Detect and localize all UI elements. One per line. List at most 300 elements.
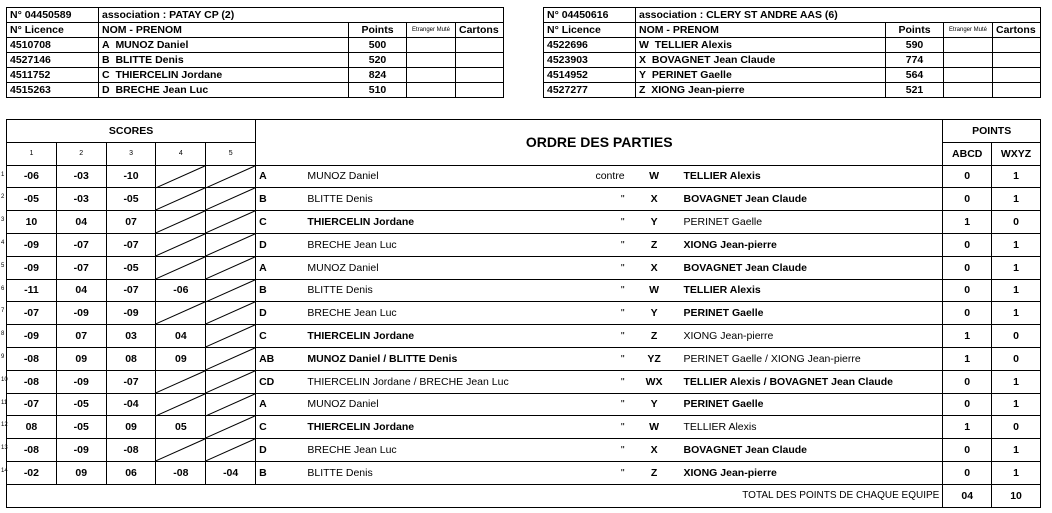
set-score xyxy=(1,370,57,393)
points-wxyz: 0 xyxy=(992,347,1041,370)
licence-header: N° Licence xyxy=(544,23,636,38)
match-row xyxy=(7,370,1041,393)
match-order-table xyxy=(1,119,1041,508)
player-points: 520 xyxy=(349,53,407,68)
points-abcd: 0 xyxy=(943,256,992,279)
set-score: -07 xyxy=(56,233,106,256)
player-letter: X xyxy=(639,54,647,66)
set-number: 1 xyxy=(7,142,57,165)
player-a-name: MUNOZ Daniel xyxy=(304,165,540,188)
points-wxyz: 1 xyxy=(992,439,1041,462)
player-a-name: BRECHE Jean Luc xyxy=(304,439,540,462)
player-a-letter: B xyxy=(256,188,305,211)
points-wxyz: 1 xyxy=(992,256,1041,279)
set-score: 07 xyxy=(106,211,156,234)
player-licence: 4515263 xyxy=(7,83,99,98)
player-licence: 4527146 xyxy=(7,53,99,68)
player-a-letter: D xyxy=(256,233,305,256)
match-number: 14 xyxy=(1,467,8,474)
points-wxyz: 1 xyxy=(992,233,1041,256)
total-label: TOTAL DES POINTS DE CHAQUE EQUIPE xyxy=(7,484,943,507)
points-abcd: 0 xyxy=(943,233,992,256)
empty-set-cell xyxy=(206,347,256,370)
versus-separator: " xyxy=(540,347,627,370)
points-wxyz: 1 xyxy=(992,461,1041,484)
player-name: XIONG Jean-pierre xyxy=(651,84,745,96)
empty-set-cell xyxy=(206,416,256,439)
player-row xyxy=(7,83,504,98)
cartons-cell xyxy=(456,38,504,53)
player-letter: Y xyxy=(639,69,647,81)
set-score: -05 xyxy=(106,256,156,279)
player-name: BOVAGNET Jean Claude xyxy=(651,54,776,66)
versus-separator: " xyxy=(540,188,627,211)
player-b-name: BOVAGNET Jean Claude xyxy=(681,439,943,462)
etranger-header: Etranger Muté xyxy=(407,23,456,38)
player-a-name: THIERCELIN Jordane / BRECHE Jean Luc xyxy=(304,370,540,393)
empty-set-cell xyxy=(156,256,206,279)
set-score-value: -07 xyxy=(23,398,39,411)
total-abcd: 04 xyxy=(943,484,992,507)
set-score xyxy=(1,439,57,462)
set-score: 04 xyxy=(56,211,106,234)
player-licence: 4510708 xyxy=(7,38,99,53)
points-wxyz: 1 xyxy=(992,188,1041,211)
player-b-letter: Y xyxy=(628,393,681,416)
set-score: -07 xyxy=(106,233,156,256)
set-score xyxy=(1,325,57,348)
set-score-value: -07 xyxy=(23,307,39,320)
set-score xyxy=(1,279,57,302)
match-number: 11 xyxy=(1,399,8,406)
points-wxyz: 0 xyxy=(992,416,1041,439)
player-letter: D xyxy=(102,84,110,96)
name-header: NOM - PRENOM xyxy=(99,23,349,38)
player-b-letter: W xyxy=(628,165,681,188)
points-wxyz: 0 xyxy=(992,325,1041,348)
match-number: 6 xyxy=(1,285,5,292)
etranger-cell xyxy=(944,83,993,98)
player-points: 564 xyxy=(886,68,944,83)
empty-set-cell xyxy=(156,302,206,325)
player-row xyxy=(544,83,1041,98)
match-row xyxy=(7,302,1041,325)
empty-set-cell xyxy=(206,393,256,416)
set-score xyxy=(1,256,57,279)
player-row xyxy=(544,38,1041,53)
points-abcd: 0 xyxy=(943,165,992,188)
set-number: 4 xyxy=(156,142,206,165)
wxyz-header: WXYZ xyxy=(992,142,1041,165)
player-b-name: TELLIER Alexis xyxy=(681,279,943,302)
set-score: -04 xyxy=(106,393,156,416)
match-row xyxy=(7,233,1041,256)
player-points: 500 xyxy=(349,38,407,53)
player-b-name: PERINET Gaelle xyxy=(681,211,943,234)
player-a-letter: A xyxy=(256,256,305,279)
match-row xyxy=(7,393,1041,416)
match-row xyxy=(7,461,1041,484)
set-score-value: -02 xyxy=(23,466,39,479)
set-score-value: -09 xyxy=(23,330,39,343)
player-b-name: BOVAGNET Jean Claude xyxy=(681,256,943,279)
player-name: BRECHE Jean Luc xyxy=(115,84,209,96)
points-abcd: 0 xyxy=(943,279,992,302)
player-a-name: BLITTE Denis xyxy=(304,461,540,484)
match-row xyxy=(7,256,1041,279)
set-score: -05 xyxy=(56,416,106,439)
player-name: TELLIER Alexis xyxy=(654,39,732,51)
set-score xyxy=(1,393,57,416)
empty-set-cell xyxy=(156,393,206,416)
player-licence: 4523903 xyxy=(544,53,636,68)
set-score xyxy=(1,211,57,234)
player-b-letter: Z xyxy=(628,325,681,348)
empty-set-cell xyxy=(156,188,206,211)
set-score: -05 xyxy=(106,188,156,211)
empty-set-cell xyxy=(206,370,256,393)
match-number: 2 xyxy=(1,194,5,201)
player-b-name: TELLIER Alexis xyxy=(681,165,943,188)
player-b-letter: YZ xyxy=(628,347,681,370)
set-score: -09 xyxy=(56,439,106,462)
player-row xyxy=(7,68,504,83)
player-name: THIERCELIN Jordane xyxy=(115,69,223,81)
player-b-name: PERINET Gaelle xyxy=(681,393,943,416)
match-row xyxy=(7,439,1041,462)
set-score: 09 xyxy=(56,461,106,484)
player-name: BLITTE Denis xyxy=(115,54,184,66)
points-abcd: 1 xyxy=(943,416,992,439)
points-header: Points xyxy=(886,23,944,38)
points-abcd: 0 xyxy=(943,439,992,462)
match-row xyxy=(7,325,1041,348)
set-score: 08 xyxy=(106,347,156,370)
match-number: 13 xyxy=(1,445,8,452)
player-points: 824 xyxy=(349,68,407,83)
player-a-letter: C xyxy=(256,325,305,348)
team-a-number: N° 04450589 xyxy=(7,8,99,23)
player-b-letter: X xyxy=(628,439,681,462)
total-wxyz: 10 xyxy=(992,484,1041,507)
points-wxyz: 1 xyxy=(992,302,1041,325)
empty-set-cell xyxy=(156,439,206,462)
set-score xyxy=(1,347,57,370)
player-name: MUNOZ Daniel xyxy=(115,39,189,51)
match-order-title: ORDRE DES PARTIES xyxy=(256,120,943,166)
set-score: -09 xyxy=(56,370,106,393)
cartons-cell xyxy=(456,68,504,83)
empty-set-cell xyxy=(206,211,256,234)
points-abcd: 1 xyxy=(943,347,992,370)
cartons-cell xyxy=(993,53,1041,68)
empty-set-cell xyxy=(206,188,256,211)
player-name-cell xyxy=(99,83,349,98)
player-a-name: BLITTE Denis xyxy=(304,188,540,211)
player-b-letter: W xyxy=(628,279,681,302)
set-score xyxy=(1,188,57,211)
match-number: 4 xyxy=(1,239,5,246)
player-a-letter: A xyxy=(256,165,305,188)
player-letter: C xyxy=(102,69,110,81)
set-score: 04 xyxy=(56,279,106,302)
team-a-association: association : PATAY CP (2) xyxy=(99,8,504,23)
set-score: 09 xyxy=(56,347,106,370)
set-score-value: -11 xyxy=(24,284,39,297)
player-a-letter: B xyxy=(256,279,305,302)
set-score: -03 xyxy=(56,188,106,211)
points-wxyz: 1 xyxy=(992,279,1041,302)
set-score-value: -08 xyxy=(23,352,39,365)
player-a-letter: D xyxy=(256,302,305,325)
player-a-name: THIERCELIN Jordane xyxy=(304,416,540,439)
set-score: 05 xyxy=(156,416,206,439)
set-score-value: -06 xyxy=(23,170,39,183)
abcd-header: ABCD xyxy=(943,142,992,165)
set-score xyxy=(1,165,57,188)
player-name-cell xyxy=(636,68,886,83)
player-b-name: XIONG Jean-pierre xyxy=(681,325,943,348)
player-a-letter: C xyxy=(256,416,305,439)
match-number: 12 xyxy=(1,422,8,429)
player-a-letter: AB xyxy=(256,347,305,370)
points-abcd: 0 xyxy=(943,461,992,484)
player-name-cell xyxy=(99,68,349,83)
versus-separator: " xyxy=(540,211,627,234)
versus-separator: " xyxy=(540,370,627,393)
team-b-association: association : CLERY ST ANDRE AAS (6) xyxy=(636,8,1041,23)
player-letter: W xyxy=(639,39,649,51)
set-score-value: -08 xyxy=(23,444,39,457)
empty-set-cell xyxy=(156,233,206,256)
player-a-letter: CD xyxy=(256,370,305,393)
player-b-name: XIONG Jean-pierre xyxy=(681,233,943,256)
versus-separator: " xyxy=(540,325,627,348)
player-b-letter: Z xyxy=(628,461,681,484)
name-header: NOM - PRENOM xyxy=(636,23,886,38)
match-row xyxy=(7,347,1041,370)
cartons-cell xyxy=(456,83,504,98)
etranger-cell xyxy=(944,68,993,83)
player-licence: 4522696 xyxy=(544,38,636,53)
versus-separator: " xyxy=(540,439,627,462)
player-row xyxy=(7,38,504,53)
player-a-letter: A xyxy=(256,393,305,416)
empty-set-cell xyxy=(156,165,206,188)
player-b-letter: Y xyxy=(628,211,681,234)
player-a-name: BRECHE Jean Luc xyxy=(304,302,540,325)
player-b-name: BOVAGNET Jean Claude xyxy=(681,188,943,211)
player-b-name: XIONG Jean-pierre xyxy=(681,461,943,484)
set-score xyxy=(1,233,57,256)
versus-separator: " xyxy=(540,393,627,416)
etranger-cell xyxy=(407,68,456,83)
player-row xyxy=(7,53,504,68)
player-a-name: MUNOZ Daniel xyxy=(304,256,540,279)
empty-set-cell xyxy=(206,165,256,188)
set-score: -09 xyxy=(106,302,156,325)
player-b-name: TELLIER Alexis / BOVAGNET Jean Claude xyxy=(681,370,943,393)
match-row xyxy=(7,279,1041,302)
set-score: -10 xyxy=(106,165,156,188)
match-row xyxy=(7,416,1041,439)
player-b-letter: X xyxy=(628,256,681,279)
points-wxyz: 1 xyxy=(992,165,1041,188)
etranger-cell xyxy=(407,53,456,68)
match-number: 7 xyxy=(1,308,5,315)
player-a-name: BRECHE Jean Luc xyxy=(304,233,540,256)
match-number: 10 xyxy=(1,376,8,383)
player-name-cell xyxy=(636,83,886,98)
etranger-header: Etranger Muté xyxy=(944,23,993,38)
player-a-letter: C xyxy=(256,211,305,234)
empty-set-cell xyxy=(206,302,256,325)
player-b-letter: X xyxy=(628,188,681,211)
team-b-number: N° 04450616 xyxy=(544,8,636,23)
set-score-value: -09 xyxy=(23,238,39,251)
versus-separator: " xyxy=(540,461,627,484)
set-score: -03 xyxy=(56,165,106,188)
cartons-cell xyxy=(993,68,1041,83)
set-score: 09 xyxy=(106,416,156,439)
points-abcd: 0 xyxy=(943,393,992,416)
player-letter: B xyxy=(102,54,110,66)
set-score-value: -09 xyxy=(23,261,39,274)
player-a-name: THIERCELIN Jordane xyxy=(304,325,540,348)
empty-set-cell xyxy=(206,279,256,302)
set-score-value: -05 xyxy=(23,193,39,206)
set-number: 3 xyxy=(106,142,156,165)
player-points: 774 xyxy=(886,53,944,68)
cartons-cell xyxy=(456,53,504,68)
points-abcd: 1 xyxy=(943,211,992,234)
match-row xyxy=(7,165,1041,188)
team-a-table xyxy=(6,7,504,98)
versus-separator: " xyxy=(540,256,627,279)
versus-separator: " xyxy=(540,279,627,302)
match-number: 8 xyxy=(1,331,5,338)
versus-separator: " xyxy=(540,233,627,256)
match-row xyxy=(7,188,1041,211)
player-letter: A xyxy=(102,39,110,51)
points-header: POINTS xyxy=(943,120,1041,143)
etranger-cell xyxy=(407,38,456,53)
points-abcd: 0 xyxy=(943,302,992,325)
points-wxyz: 1 xyxy=(992,393,1041,416)
player-b-name: PERINET Gaelle / XIONG Jean-pierre xyxy=(681,347,943,370)
player-a-letter: B xyxy=(256,461,305,484)
set-score: 06 xyxy=(106,461,156,484)
player-licence: 4527277 xyxy=(544,83,636,98)
player-b-letter: Z xyxy=(628,233,681,256)
versus-separator: contre xyxy=(540,165,627,188)
points-abcd: 0 xyxy=(943,188,992,211)
empty-set-cell xyxy=(156,211,206,234)
player-row xyxy=(544,68,1041,83)
empty-set-cell xyxy=(206,256,256,279)
player-name: PERINET Gaelle xyxy=(651,69,732,81)
points-abcd: 1 xyxy=(943,325,992,348)
player-points: 521 xyxy=(886,83,944,98)
empty-set-cell xyxy=(156,370,206,393)
empty-set-cell xyxy=(206,325,256,348)
etranger-cell xyxy=(944,38,993,53)
set-score: 04 xyxy=(156,325,206,348)
set-score xyxy=(1,416,57,439)
set-score xyxy=(1,461,57,484)
set-number: 5 xyxy=(206,142,256,165)
cartons-header: Cartons xyxy=(993,23,1041,38)
player-name-cell xyxy=(99,38,349,53)
player-licence: 4511752 xyxy=(7,68,99,83)
points-abcd: 0 xyxy=(943,370,992,393)
cartons-cell xyxy=(993,38,1041,53)
set-score: -08 xyxy=(106,439,156,462)
set-score: -07 xyxy=(106,370,156,393)
player-a-name: THIERCELIN Jordane xyxy=(304,211,540,234)
player-points: 590 xyxy=(886,38,944,53)
empty-set-cell xyxy=(206,233,256,256)
set-score: -06 xyxy=(156,279,206,302)
match-number: 1 xyxy=(1,171,5,178)
player-a-name: MUNOZ Daniel xyxy=(304,393,540,416)
player-a-name: MUNOZ Daniel / BLITTE Denis xyxy=(304,347,540,370)
points-wxyz: 0 xyxy=(992,211,1041,234)
match-number: 3 xyxy=(1,217,5,224)
player-b-letter: WX xyxy=(628,370,681,393)
set-score: 07 xyxy=(56,325,106,348)
etranger-cell xyxy=(407,83,456,98)
set-score: 09 xyxy=(156,347,206,370)
player-name-cell xyxy=(99,53,349,68)
versus-separator: " xyxy=(540,416,627,439)
player-licence: 4514952 xyxy=(544,68,636,83)
set-score: -04 xyxy=(206,461,256,484)
licence-header: N° Licence xyxy=(7,23,99,38)
player-a-name: BLITTE Denis xyxy=(304,279,540,302)
player-b-letter: Y xyxy=(628,302,681,325)
set-score: 03 xyxy=(106,325,156,348)
player-a-letter: D xyxy=(256,439,305,462)
set-score: -07 xyxy=(106,279,156,302)
player-name-cell xyxy=(636,53,886,68)
team-b-table xyxy=(543,7,1041,98)
set-score: -05 xyxy=(56,393,106,416)
set-number: 2 xyxy=(56,142,106,165)
player-b-name: TELLIER Alexis xyxy=(681,416,943,439)
points-wxyz: 1 xyxy=(992,370,1041,393)
match-row xyxy=(7,211,1041,234)
cartons-header: Cartons xyxy=(456,23,504,38)
player-row xyxy=(544,53,1041,68)
set-score: -09 xyxy=(56,302,106,325)
set-score-value: 08 xyxy=(25,421,38,434)
points-header: Points xyxy=(349,23,407,38)
etranger-cell xyxy=(944,53,993,68)
empty-set-cell xyxy=(206,439,256,462)
cartons-cell xyxy=(993,83,1041,98)
set-score xyxy=(1,302,57,325)
match-number: 9 xyxy=(1,353,5,360)
set-score-value: 10 xyxy=(25,216,38,229)
player-b-name: PERINET Gaelle xyxy=(681,302,943,325)
scores-header: SCORES xyxy=(7,120,256,143)
versus-separator: " xyxy=(540,302,627,325)
set-score-value: -08 xyxy=(23,375,39,388)
set-score: -07 xyxy=(56,256,106,279)
match-number: 5 xyxy=(1,262,5,269)
player-name-cell xyxy=(636,38,886,53)
